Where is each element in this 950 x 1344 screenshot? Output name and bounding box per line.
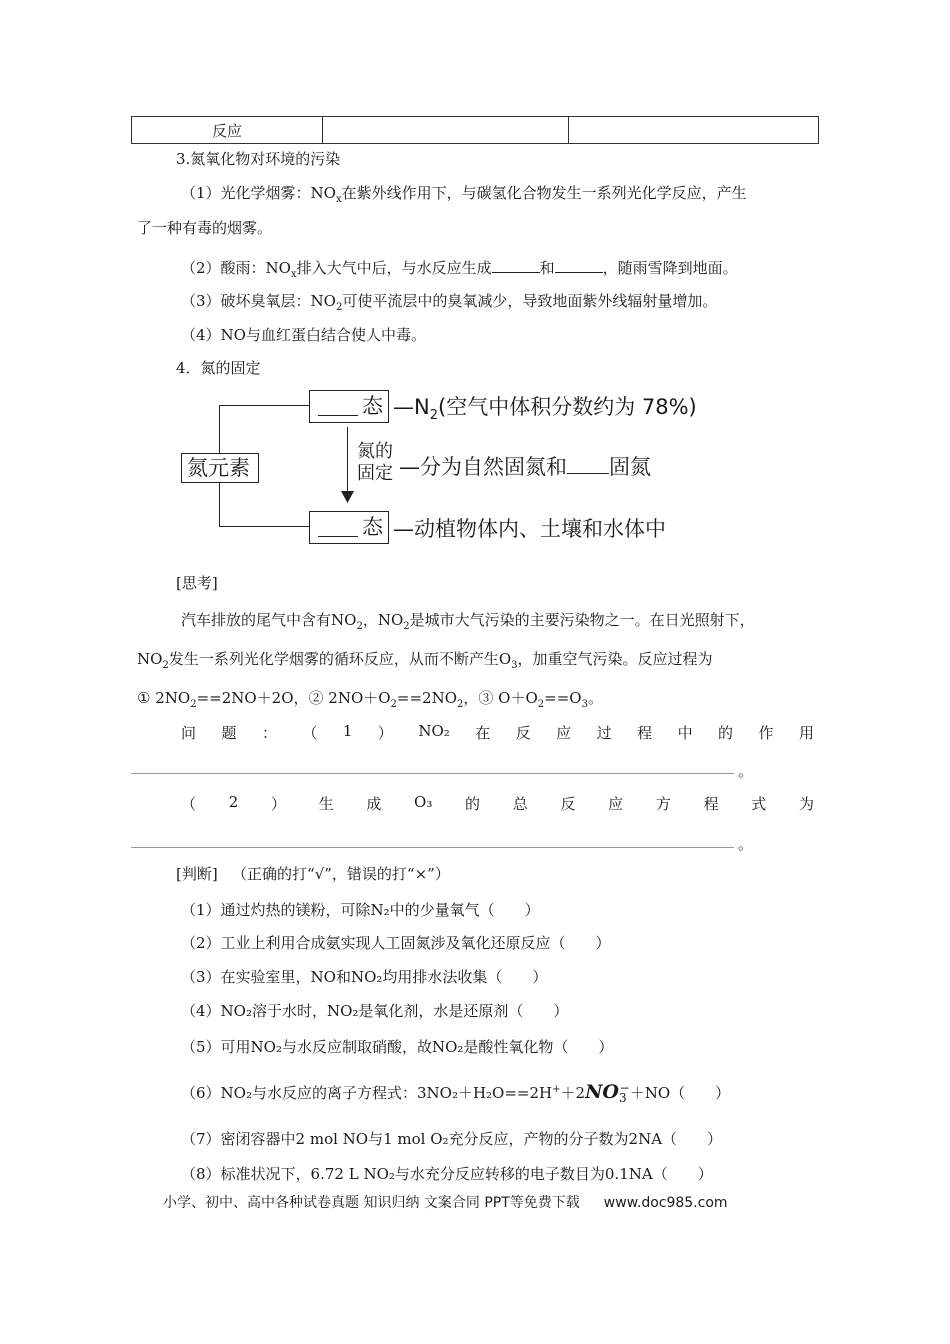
section-3-heading: 3.氮氧化物对环境的污染: [176, 150, 341, 168]
footer-link[interactable]: www.doc985.com: [603, 1195, 728, 1211]
fixation-label: 氮的 固定: [357, 441, 393, 484]
reaction-table-row: [131, 116, 819, 144]
table-cell-empty: [323, 117, 569, 144]
paragraph-acid-rain: （2）酸雨：$NO_x$排入大气中后，与水反应生成 和 ，随雨雪降到地面。: [181, 256, 738, 278]
reaction-equations: ① $2NO_2==2NO+2O$，② $2NO+O_2==2NO_2$，③ $O+O_2==O_3$。: [137, 689, 603, 710]
paragraph-continuation: 了一种有毒的烟雾。: [137, 219, 273, 237]
state-box-free: [309, 390, 389, 423]
answer-line[interactable]: [131, 773, 734, 774]
judge-item: （3）在实验室里，NO和NO₂均用排水法收集（ ）: [181, 968, 548, 986]
judge-item: （4）NO₂溶于水时，NO₂是氧化剂，水是还原剂（ ）: [181, 1002, 569, 1020]
answer-line[interactable]: [131, 847, 734, 848]
paragraph-ozone: （3）破坏臭氧层：$NO_2$可使平流层中的臭氧减少，导致地面紫外线辐射量增加。: [181, 292, 718, 313]
end-mark: 。: [738, 762, 754, 780]
element-box: [181, 453, 259, 483]
state-label: 态: [362, 515, 383, 539]
arrow-down-icon: [341, 491, 354, 503]
fill-blank[interactable]: [567, 453, 609, 474]
fixation-arrow-shaft: [347, 427, 348, 493]
connector-line: [219, 405, 220, 453]
connector-line: [219, 405, 309, 406]
state-label: 态: [362, 394, 383, 418]
paragraph-hemoglobin: （4）NO与血红蛋白结合使人中毒。: [181, 326, 426, 344]
judge-tag: [判断] （正确的打“√”，错误的打“×”）: [176, 865, 450, 883]
fill-blank[interactable]: [555, 256, 603, 273]
footer-text: 小学、初中、高中各种试卷真题 知识归纳 文案合同 PPT等免费下载: [163, 1195, 580, 1211]
connector-line: [219, 481, 220, 526]
free-state-description: $—N_2$(空气中体积分数约为 78%): [393, 395, 697, 424]
nitrogen-fixation-diagram: [175, 387, 735, 557]
state-box-combined: [309, 511, 389, 544]
section-4-heading: 4．氮的固定: [176, 359, 261, 377]
element-box-label: 氮元素: [187, 456, 250, 480]
judge-item: （2）工业上利用合成氨实现人工固氮涉及氧化还原反应（ ）: [181, 934, 611, 952]
think-paragraph: $NO_2$发生一系列光化学烟雾的循环反应，从而不断产生$O_3$，加重空气污染。反应过程为: [137, 650, 713, 671]
table-cell-empty: [569, 117, 819, 144]
footer-banner: [163, 1192, 728, 1212]
judge-item: （1）通过灼热的镁粉，可除N₂中的少量氧气（ ）: [181, 901, 540, 919]
judge-item: （5）可用NO₂与水反应制取硝酸，故NO₂是酸性氧化物（ ）: [181, 1038, 614, 1056]
question-1: 问 题 ： （ 1 ） NO₂ 在 反 应 过 程 中 的 作 用: [181, 722, 814, 742]
judge-item: （6）NO₂与水反应的离子方程式：$3NO_2+H_2O==2H^++2NO_3^-+NO$（ ）: [181, 1081, 731, 1105]
judge-item: （8）标准状况下，6.72 L NO₂与水充分反应转移的电子数目为0.1NA（ ）: [181, 1165, 713, 1183]
connector-line: [219, 526, 309, 527]
combined-state-description: —动植物体内、土壤和水体中: [393, 517, 666, 541]
table-cell-label: 反应: [132, 117, 323, 144]
think-paragraph: 汽车排放的尾气中含有$NO_2$，$NO_2$是城市大气污染的主要污染物之一。在日光照射下，: [181, 611, 755, 632]
fill-blank[interactable]: [318, 415, 358, 416]
end-mark: 。: [738, 835, 754, 853]
question-2: （ 2 ） 生 成 O₃ 的 总 反 应 方 程 式 为: [181, 793, 814, 813]
judge-item: （7）密闭容器中2 mol NO与1 mol O₂充分反应，产物的分子数为2NA（ ）: [181, 1130, 723, 1148]
paragraph-photochemical-smog: （1）光化学烟雾：$NO_x$在紫外线作用下，与碳氢化合物发生一系列光化学反应，产生: [181, 184, 747, 205]
think-tag: [思考]: [176, 574, 218, 592]
fill-blank[interactable]: [492, 256, 540, 273]
fixation-description: —分为自然固氮和 固氮: [399, 455, 651, 479]
fill-blank[interactable]: [318, 536, 358, 537]
